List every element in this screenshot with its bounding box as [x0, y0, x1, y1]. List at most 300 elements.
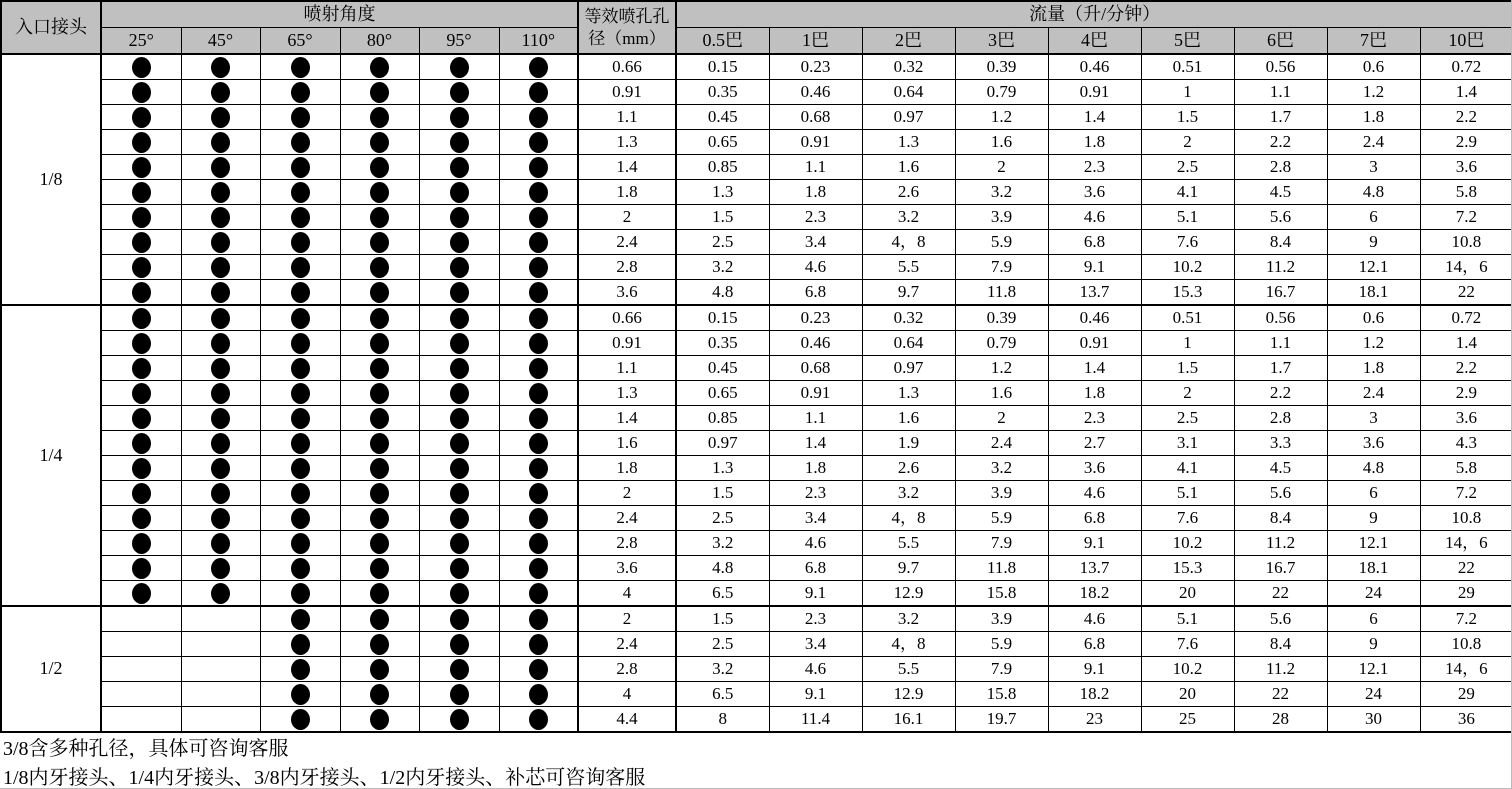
- angle-dot-cell: [419, 155, 499, 180]
- flow-cell: 22: [1234, 581, 1327, 607]
- flow-cell: 5.5: [862, 531, 955, 556]
- table-row: [1, 280, 1512, 306]
- orifice-cell: 1.1: [578, 356, 676, 381]
- flow-cell: 1.4: [1048, 356, 1141, 381]
- dot-icon: [450, 533, 469, 554]
- flow-cell: 16.1: [862, 707, 955, 733]
- flow-cell: 0.68: [769, 356, 862, 381]
- flow-cell: 3.2: [862, 606, 955, 632]
- angle-dot-cell: [499, 481, 578, 506]
- flow-cell: 3.2: [955, 180, 1048, 205]
- dot-icon: [450, 57, 469, 78]
- flow-cell: 6: [1327, 481, 1420, 506]
- flow-cell: 0.91: [1048, 331, 1141, 356]
- orifice-cell: 2: [578, 606, 676, 632]
- angle-dot-cell: [419, 556, 499, 581]
- angle-dot-cell: [419, 230, 499, 255]
- flow-cell: 4.8: [1327, 180, 1420, 205]
- angle-dot-cell: [260, 381, 340, 406]
- dot-icon: [450, 609, 469, 630]
- dot-icon: [370, 634, 389, 655]
- flow-cell: 1.1: [1234, 80, 1327, 105]
- flow-cell: 22: [1420, 556, 1512, 581]
- flow-cell: 2.3: [769, 205, 862, 230]
- dot-icon: [291, 232, 310, 253]
- header-pressure-6: 5巴: [1141, 28, 1234, 55]
- flow-cell: 3: [1327, 406, 1420, 431]
- angle-dot-cell: [499, 305, 578, 331]
- angle-dot-cell: [340, 581, 419, 607]
- flow-cell: 4，8: [862, 632, 955, 657]
- header-spray-angle-group: 喷射角度: [101, 1, 578, 28]
- angle-dot-cell: [340, 331, 419, 356]
- flow-cell: 1.1: [769, 406, 862, 431]
- flow-cell: 15.8: [955, 682, 1048, 707]
- flow-cell: 11.2: [1234, 255, 1327, 280]
- flow-cell: 0.85: [676, 155, 769, 180]
- flow-cell: 2.5: [1141, 406, 1234, 431]
- table-row: [1, 406, 1512, 431]
- orifice-cell: 4: [578, 682, 676, 707]
- angle-dot-cell: [499, 406, 578, 431]
- dot-icon: [450, 659, 469, 680]
- table-row: [1, 581, 1512, 607]
- angle-dot-cell: [419, 381, 499, 406]
- angle-dot-cell: [419, 255, 499, 280]
- flow-cell: 4，8: [862, 506, 955, 531]
- table-row: [1, 105, 1512, 130]
- angle-dot-cell: [260, 406, 340, 431]
- table-row: [1, 707, 1512, 733]
- dot-icon: [291, 433, 310, 454]
- angle-dot-cell: [499, 381, 578, 406]
- orifice-cell: 1.8: [578, 456, 676, 481]
- table-row: [1, 556, 1512, 581]
- flow-cell: 2: [1141, 130, 1234, 155]
- orifice-cell: 1.4: [578, 406, 676, 431]
- flow-cell: 0.6: [1327, 54, 1420, 80]
- dot-icon: [291, 182, 310, 203]
- dot-icon: [450, 458, 469, 479]
- flow-cell: 5.6: [1234, 606, 1327, 632]
- flow-cell: 10.8: [1420, 506, 1512, 531]
- flow-cell: 13.7: [1048, 556, 1141, 581]
- table-row: [1, 180, 1512, 205]
- dot-icon: [291, 483, 310, 504]
- angle-dot-cell: [340, 255, 419, 280]
- angle-dot-cell: [101, 556, 181, 581]
- angle-dot-cell: [260, 581, 340, 607]
- flow-cell: 2.9: [1420, 381, 1512, 406]
- flow-cell: 2.3: [1048, 406, 1141, 431]
- flow-cell: 10.8: [1420, 632, 1512, 657]
- flow-cell: 0.72: [1420, 305, 1512, 331]
- dot-icon: [211, 508, 230, 529]
- angle-dot-cell: [419, 506, 499, 531]
- dot-icon: [211, 132, 230, 153]
- header-pressure-2: 1巴: [769, 28, 862, 55]
- dot-icon: [370, 684, 389, 705]
- table-row: [1, 230, 1512, 255]
- flow-cell: 3.4: [769, 506, 862, 531]
- flow-cell: 18.2: [1048, 682, 1141, 707]
- angle-dot-cell: [260, 707, 340, 733]
- flow-cell: 1.1: [769, 155, 862, 180]
- angle-dot-cell: [181, 657, 260, 682]
- angle-dot-cell: [101, 80, 181, 105]
- angle-dot-cell: [340, 105, 419, 130]
- flow-cell: 9.1: [769, 581, 862, 607]
- dot-icon: [132, 107, 151, 128]
- orifice-cell: 3.6: [578, 556, 676, 581]
- angle-dot-cell: [181, 230, 260, 255]
- flow-cell: 3.9: [955, 481, 1048, 506]
- flow-cell: 2.5: [676, 506, 769, 531]
- dot-icon: [450, 383, 469, 404]
- angle-dot-cell: [340, 381, 419, 406]
- angle-dot-cell: [260, 155, 340, 180]
- table-row: [1, 606, 1512, 632]
- flow-cell: 1.5: [676, 606, 769, 632]
- flow-cell: 0.65: [676, 130, 769, 155]
- orifice-cell: 1.6: [578, 431, 676, 456]
- header-orifice-diameter: [578, 1, 676, 54]
- dot-icon: [450, 558, 469, 579]
- flow-cell: 1.5: [676, 481, 769, 506]
- dot-icon: [211, 383, 230, 404]
- flow-cell: 18.1: [1327, 556, 1420, 581]
- angle-dot-cell: [499, 657, 578, 682]
- flow-cell: 1.6: [862, 406, 955, 431]
- flow-cell: 10.2: [1141, 657, 1234, 682]
- table-row: [1, 356, 1512, 381]
- dot-icon: [132, 408, 151, 429]
- dot-icon: [529, 408, 548, 429]
- angle-dot-cell: [101, 130, 181, 155]
- dot-icon: [211, 282, 230, 303]
- dot-icon: [450, 132, 469, 153]
- dot-icon: [370, 333, 389, 354]
- dot-icon: [450, 634, 469, 655]
- flow-cell: 9.1: [1048, 657, 1141, 682]
- flow-cell: 3.9: [955, 606, 1048, 632]
- flow-cell: 4.3: [1420, 431, 1512, 456]
- angle-dot-cell: [101, 54, 181, 80]
- flow-cell: 0.97: [862, 356, 955, 381]
- dot-icon: [132, 232, 151, 253]
- flow-cell: 0.46: [1048, 54, 1141, 80]
- flow-cell: 2.6: [862, 456, 955, 481]
- flow-cell: 0.46: [769, 331, 862, 356]
- angle-dot-cell: [181, 556, 260, 581]
- dot-icon: [450, 483, 469, 504]
- flow-cell: 4.1: [1141, 180, 1234, 205]
- angle-dot-cell: [340, 506, 419, 531]
- flow-cell: 5.8: [1420, 456, 1512, 481]
- flow-cell: 3.2: [862, 481, 955, 506]
- dot-icon: [370, 182, 389, 203]
- flow-cell: 1.9: [862, 431, 955, 456]
- angle-dot-cell: [419, 331, 499, 356]
- flow-cell: 4.6: [769, 657, 862, 682]
- flow-cell: 4.8: [1327, 456, 1420, 481]
- flow-cell: 20: [1141, 682, 1234, 707]
- header-angle-5: 95°: [419, 28, 499, 55]
- header-flow-rate-group: 流量（升/分钟）: [676, 1, 1512, 28]
- dot-icon: [132, 358, 151, 379]
- flow-cell: 29: [1420, 581, 1512, 607]
- flow-cell: 1.4: [769, 431, 862, 456]
- angle-dot-cell: [101, 255, 181, 280]
- flow-cell: 29: [1420, 682, 1512, 707]
- flow-cell: 9: [1327, 230, 1420, 255]
- inlet-size-cell: 1/8: [1, 54, 101, 305]
- flow-cell: 2.5: [676, 230, 769, 255]
- flow-cell: 3.2: [676, 255, 769, 280]
- header-angle-6: 110°: [499, 28, 578, 55]
- angle-dot-cell: [101, 506, 181, 531]
- flow-cell: 0.79: [955, 331, 1048, 356]
- flow-cell: 9: [1327, 632, 1420, 657]
- flow-cell: 0.91: [769, 130, 862, 155]
- dot-icon: [370, 583, 389, 604]
- angle-dot-cell: [260, 105, 340, 130]
- flow-cell: 36: [1420, 707, 1512, 733]
- dot-icon: [529, 57, 548, 78]
- flow-cell: 18.1: [1327, 280, 1420, 306]
- dot-icon: [132, 182, 151, 203]
- flow-cell: 1.3: [862, 381, 955, 406]
- flow-cell: 6.8: [769, 556, 862, 581]
- angle-dot-cell: [101, 707, 181, 733]
- angle-dot-cell: [101, 205, 181, 230]
- dot-icon: [450, 157, 469, 178]
- dot-icon: [211, 358, 230, 379]
- table-row: [1, 456, 1512, 481]
- orifice-cell: 2: [578, 205, 676, 230]
- angle-dot-cell: [101, 632, 181, 657]
- angle-dot-cell: [101, 606, 181, 632]
- flow-cell: 7.6: [1141, 230, 1234, 255]
- flow-cell: 5.5: [862, 255, 955, 280]
- dot-icon: [370, 358, 389, 379]
- angle-dot-cell: [419, 80, 499, 105]
- dot-icon: [529, 308, 548, 329]
- angle-dot-cell: [419, 54, 499, 80]
- dot-icon: [450, 232, 469, 253]
- angle-dot-cell: [419, 606, 499, 632]
- dot-icon: [132, 282, 151, 303]
- angle-dot-cell: [340, 431, 419, 456]
- header-orifice-line1: 等效喷孔孔: [584, 7, 670, 27]
- flow-cell: 8.4: [1234, 632, 1327, 657]
- header-angle-4: 80°: [340, 28, 419, 55]
- dot-icon: [211, 583, 230, 604]
- dot-icon: [529, 609, 548, 630]
- angle-dot-cell: [419, 531, 499, 556]
- angle-dot-cell: [340, 657, 419, 682]
- flow-cell: 5.6: [1234, 205, 1327, 230]
- flow-cell: 13.7: [1048, 280, 1141, 306]
- flow-cell: 0.56: [1234, 54, 1327, 80]
- angle-dot-cell: [101, 657, 181, 682]
- angle-dot-cell: [101, 155, 181, 180]
- angle-dot-cell: [340, 280, 419, 306]
- flow-cell: 1.6: [955, 381, 1048, 406]
- flow-cell: 0.46: [769, 80, 862, 105]
- flow-cell: 1: [1141, 331, 1234, 356]
- flow-cell: 0.15: [676, 54, 769, 80]
- flow-cell: 0.91: [1048, 80, 1141, 105]
- dot-icon: [291, 533, 310, 554]
- orifice-cell: 0.91: [578, 80, 676, 105]
- dot-icon: [132, 458, 151, 479]
- table-row: [1, 381, 1512, 406]
- flow-cell: 7.9: [955, 531, 1048, 556]
- angle-dot-cell: [340, 556, 419, 581]
- angle-dot-cell: [260, 331, 340, 356]
- angle-dot-cell: [181, 406, 260, 431]
- angle-dot-cell: [181, 155, 260, 180]
- angle-dot-cell: [340, 632, 419, 657]
- dot-icon: [529, 132, 548, 153]
- angle-dot-cell: [419, 305, 499, 331]
- flow-cell: 2.2: [1420, 105, 1512, 130]
- angle-dot-cell: [499, 130, 578, 155]
- angle-dot-cell: [181, 331, 260, 356]
- dot-icon: [370, 107, 389, 128]
- dot-icon: [291, 257, 310, 278]
- flow-cell: 3.2: [676, 657, 769, 682]
- angle-dot-cell: [260, 356, 340, 381]
- flow-cell: 0.79: [955, 80, 1048, 105]
- flow-cell: 0.45: [676, 105, 769, 130]
- angle-dot-cell: [340, 205, 419, 230]
- dot-icon: [132, 533, 151, 554]
- flow-cell: 3: [1327, 155, 1420, 180]
- dot-icon: [370, 709, 389, 730]
- flow-cell: 0.6: [1327, 305, 1420, 331]
- dot-icon: [132, 57, 151, 78]
- flow-cell: 6.8: [769, 280, 862, 306]
- flow-cell: 2.4: [1327, 130, 1420, 155]
- flow-cell: 5.1: [1141, 481, 1234, 506]
- orifice-cell: 3.6: [578, 280, 676, 306]
- dot-icon: [529, 533, 548, 554]
- dot-icon: [291, 508, 310, 529]
- flow-cell: 0.39: [955, 305, 1048, 331]
- flow-cell: 0.32: [862, 54, 955, 80]
- angle-dot-cell: [499, 180, 578, 205]
- header-pressure-4: 3巴: [955, 28, 1048, 55]
- table-row: [1, 205, 1512, 230]
- angle-dot-cell: [101, 431, 181, 456]
- angle-dot-cell: [499, 54, 578, 80]
- angle-dot-cell: [260, 280, 340, 306]
- flow-cell: 3.4: [769, 230, 862, 255]
- flow-cell: 1.8: [1327, 105, 1420, 130]
- flow-cell: 0.65: [676, 381, 769, 406]
- table-row: [1, 682, 1512, 707]
- flow-cell: 3.2: [955, 456, 1048, 481]
- flow-cell: 11.4: [769, 707, 862, 733]
- dot-icon: [211, 82, 230, 103]
- table-row: [1, 632, 1512, 657]
- angle-dot-cell: [419, 456, 499, 481]
- flow-cell: 3.6: [1420, 155, 1512, 180]
- flow-cell: 8.4: [1234, 506, 1327, 531]
- angle-dot-cell: [499, 456, 578, 481]
- orifice-cell: 1.1: [578, 105, 676, 130]
- flow-cell: 16.7: [1234, 556, 1327, 581]
- flow-cell: 6.8: [1048, 506, 1141, 531]
- flow-cell: 4.6: [769, 255, 862, 280]
- flow-cell: 7.6: [1141, 632, 1234, 657]
- dot-icon: [291, 709, 310, 730]
- dot-icon: [529, 282, 548, 303]
- angle-dot-cell: [260, 230, 340, 255]
- flow-cell: 8: [676, 707, 769, 733]
- angle-dot-cell: [260, 657, 340, 682]
- dot-icon: [132, 132, 151, 153]
- header-angle-2: 45°: [181, 28, 260, 55]
- flow-cell: 2.9: [1420, 130, 1512, 155]
- flow-cell: 0.72: [1420, 54, 1512, 80]
- dot-icon: [450, 333, 469, 354]
- angle-dot-cell: [419, 431, 499, 456]
- orifice-cell: 2.8: [578, 531, 676, 556]
- flow-cell: 4.6: [1048, 606, 1141, 632]
- header-inlet-connector: 入口接头: [1, 1, 101, 54]
- angle-dot-cell: [181, 105, 260, 130]
- flow-cell: 7.2: [1420, 606, 1512, 632]
- angle-dot-cell: [181, 481, 260, 506]
- dot-icon: [291, 132, 310, 153]
- dot-icon: [211, 57, 230, 78]
- dot-icon: [291, 308, 310, 329]
- flow-cell: 28: [1234, 707, 1327, 733]
- dot-icon: [529, 433, 548, 454]
- flow-cell: 4.5: [1234, 180, 1327, 205]
- flow-cell: 1.5: [676, 205, 769, 230]
- angle-dot-cell: [499, 105, 578, 130]
- angle-dot-cell: [340, 406, 419, 431]
- dot-icon: [211, 433, 230, 454]
- table-row: [1, 331, 1512, 356]
- dot-icon: [370, 308, 389, 329]
- header-pressure-9: 10巴: [1420, 28, 1512, 55]
- dot-icon: [370, 82, 389, 103]
- flow-cell: 1.8: [1048, 381, 1141, 406]
- flow-cell: 5.9: [955, 632, 1048, 657]
- dot-icon: [291, 583, 310, 604]
- dot-icon: [132, 333, 151, 354]
- dot-icon: [370, 533, 389, 554]
- dot-icon: [370, 57, 389, 78]
- angle-dot-cell: [101, 356, 181, 381]
- dot-icon: [529, 358, 548, 379]
- angle-dot-cell: [101, 280, 181, 306]
- orifice-cell: 1.8: [578, 180, 676, 205]
- angle-dot-cell: [340, 531, 419, 556]
- flow-cell: 7.6: [1141, 506, 1234, 531]
- dot-icon: [450, 408, 469, 429]
- flow-cell: 11.8: [955, 280, 1048, 306]
- header-pressure-1: 0.5巴: [676, 28, 769, 55]
- flow-cell: 12.1: [1327, 657, 1420, 682]
- flow-cell: 20: [1141, 581, 1234, 607]
- flow-cell: 1.3: [862, 130, 955, 155]
